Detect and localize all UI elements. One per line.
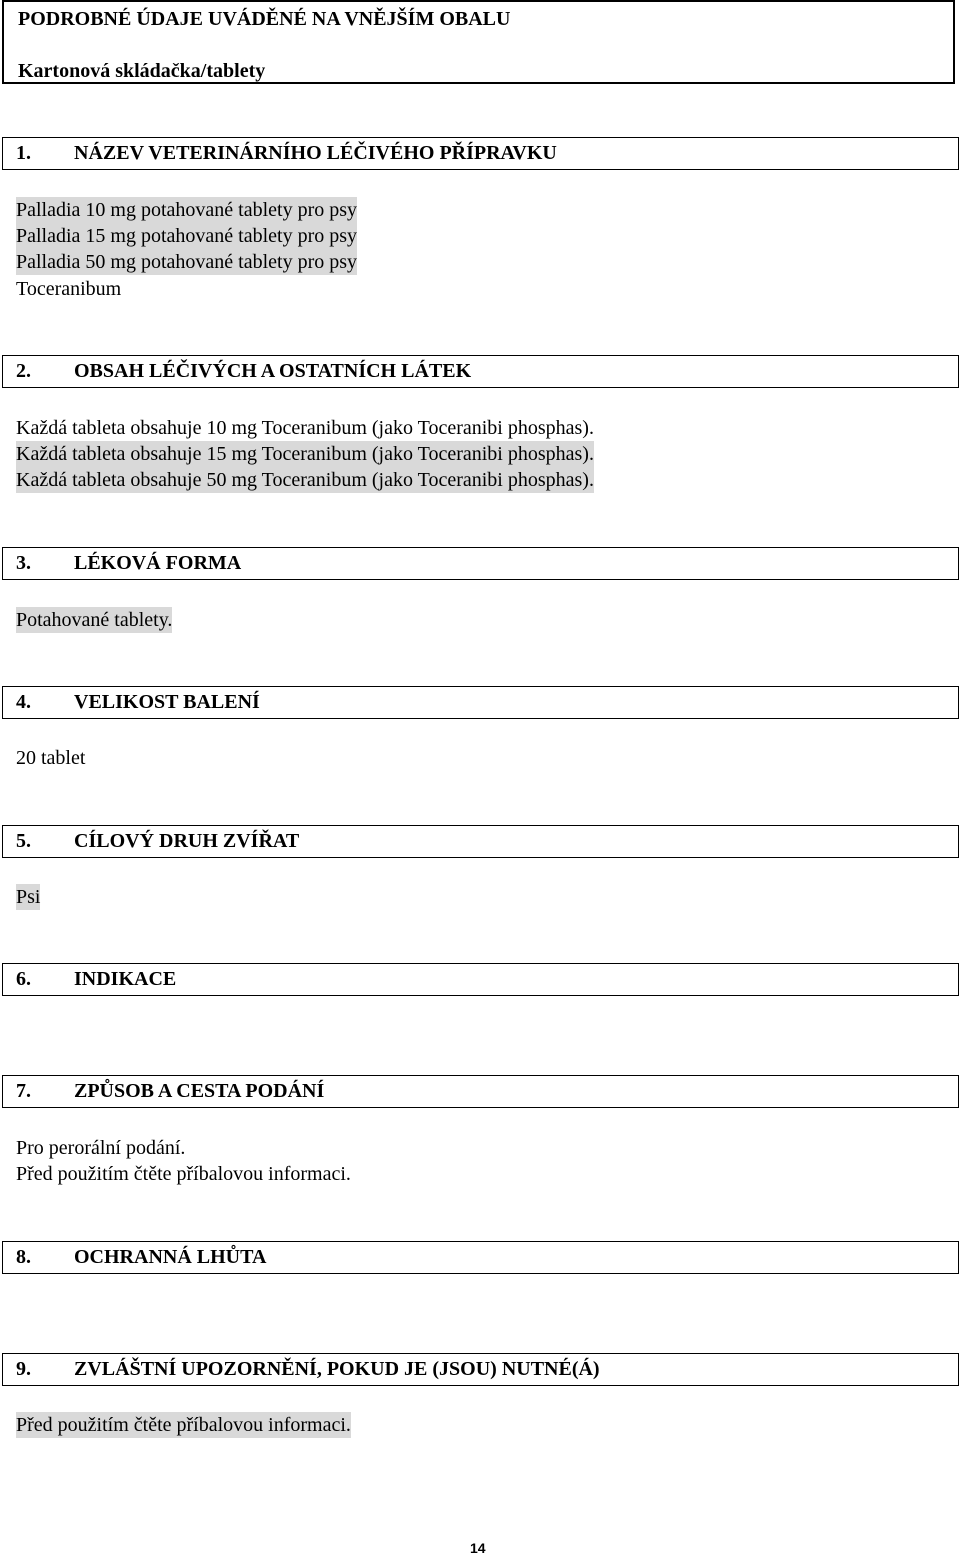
section-title: OCHRANNÁ LHŮTA: [74, 1246, 267, 1268]
section-number: 6.: [16, 968, 31, 990]
section-title: ZVLÁŠTNÍ UPOZORNĚNÍ, POKUD JE (JSOU) NUTNÉ(Á): [74, 1358, 600, 1380]
product-name-line: Palladia 10 mg potahované tablety pro psy: [16, 199, 358, 221]
section-title: INDIKACE: [74, 968, 177, 990]
document-subtitle: Kartonová skládačka/tablety: [18, 60, 266, 82]
document-title: PODROBNÉ ÚDAJE UVÁDĚNÉ NA VNĚJŠÍM OBALU: [18, 8, 511, 30]
target-species-line: Psi: [16, 886, 41, 908]
section-9-heading: [2, 1353, 959, 1386]
administration-line: Před použitím čtěte příbalovou informaci.: [16, 1163, 351, 1185]
product-name-line: Palladia 50 mg potahované tablety pro psy: [16, 251, 358, 273]
section-3-heading: [2, 547, 959, 580]
section-number: 4.: [16, 691, 31, 713]
section-number: 2.: [16, 360, 31, 382]
composition-line: Každá tableta obsahuje 50 mg Toceranibum (jako Toceranibi phosphas).: [16, 469, 594, 491]
section-title: OBSAH LÉČIVÝCH A OSTATNÍCH LÁTEK: [74, 360, 472, 382]
section-2-heading: [2, 355, 959, 388]
section-1-heading: [2, 137, 959, 170]
composition-line: Každá tableta obsahuje 10 mg Toceranibum (jako Toceranibi phosphas).: [16, 417, 594, 439]
page-number: 14: [470, 1540, 486, 1556]
product-name-line: Palladia 15 mg potahované tablety pro psy: [16, 225, 358, 247]
section-number: 1.: [16, 142, 31, 164]
section-number: 9.: [16, 1358, 31, 1380]
package-size-line: 20 tablet: [16, 747, 86, 769]
section-title: VELIKOST BALENÍ: [74, 691, 260, 713]
section-number: 7.: [16, 1080, 31, 1102]
section-8-heading: [2, 1241, 959, 1274]
section-title: LÉKOVÁ FORMA: [74, 552, 242, 574]
pharmaceutical-form-line: Potahované tablety.: [16, 609, 173, 631]
section-title: NÁZEV VETERINÁRNÍHO LÉČIVÉHO PŘÍPRAVKU: [74, 142, 557, 164]
header-box: [2, 0, 955, 84]
section-title: CÍLOVÝ DRUH ZVÍŘAT: [74, 830, 300, 852]
section-7-heading: [2, 1075, 959, 1108]
section-number: 8.: [16, 1246, 31, 1268]
section-6-heading: [2, 963, 959, 996]
section-5-heading: [2, 825, 959, 858]
section-number: 3.: [16, 552, 31, 574]
special-warning-line: Před použitím čtěte příbalovou informaci.: [16, 1414, 351, 1436]
composition-line: Každá tableta obsahuje 15 mg Toceranibum (jako Toceranibi phosphas).: [16, 443, 594, 465]
section-number: 5.: [16, 830, 31, 852]
active-substance-line: Toceranibum: [16, 278, 122, 300]
section-title: ZPŮSOB A CESTA PODÁNÍ: [74, 1080, 325, 1102]
section-4-heading: [2, 686, 959, 719]
administration-line: Pro perorální podání.: [16, 1137, 186, 1159]
